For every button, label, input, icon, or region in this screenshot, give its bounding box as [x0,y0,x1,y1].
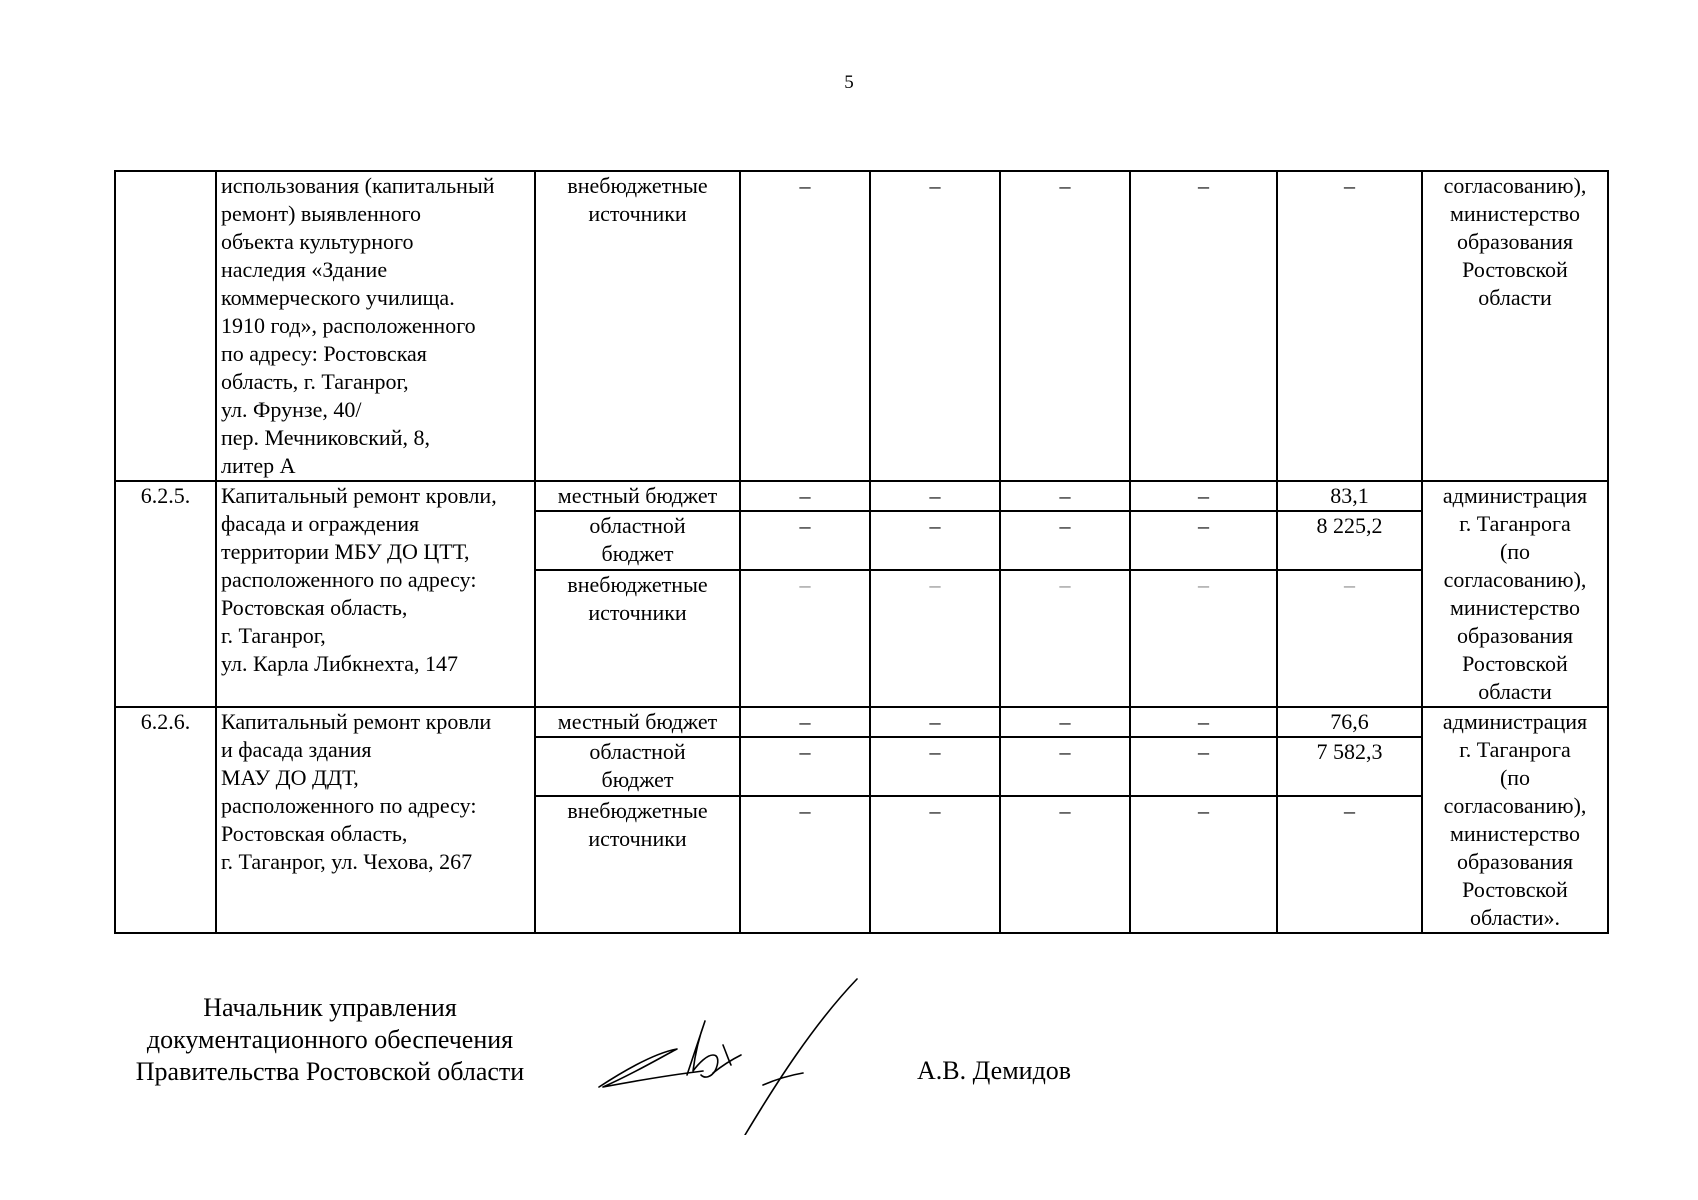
value-cell: – [1130,796,1277,933]
table-row [115,707,1608,737]
page-number: 5 [844,72,854,93]
measure-description: Капитальный ремонт кровли и фасада здания МАУ ДО ДДТ, расположенного по адресу: Ростовская область, г. Таганрог, ул. Чехова, 267 [216,707,535,933]
value-cell: – [1000,796,1130,933]
signatory-position: Начальник управления документационного обеспечения Правительства Ростовской области [135,993,525,1086]
row-number: 6.2.6. [115,707,216,933]
value-cell: – [740,570,870,707]
value-cell: – [870,796,1000,933]
funding-source: внебюджетные источники [535,171,740,481]
value-cell: – [1277,171,1422,481]
funding-source: областной бюджет [535,511,740,570]
value-cell: – [870,737,1000,796]
signatory-name: А.В. Демидов [917,1056,1072,1085]
value-cell: 8 225,2 [1277,511,1422,570]
value-cell: – [870,481,1000,511]
table-row [115,481,1608,511]
value-cell: – [1130,707,1277,737]
value-cell: 76,6 [1277,707,1422,737]
value-cell: – [740,737,870,796]
value-cell: – [1130,570,1277,707]
executor: согласованию), министерство образования Ростовской области [1422,171,1608,481]
handwritten-signature [595,975,885,1135]
value-cell: – [1130,737,1277,796]
value-cell: 7 582,3 [1277,737,1422,796]
value-cell: – [870,707,1000,737]
table-row-continuation [115,171,1608,481]
value-cell: – [1000,570,1130,707]
value-cell: – [740,511,870,570]
row-number [115,171,216,481]
value-cell: – [1277,796,1422,933]
value-cell: – [870,511,1000,570]
value-cell: – [1000,707,1130,737]
funding-source: областной бюджет [535,737,740,796]
funding-source: внебюджетные источники [535,796,740,933]
value-cell: – [740,481,870,511]
value-cell: – [1000,171,1130,481]
value-cell: – [1130,171,1277,481]
funding-source: местный бюджет [535,481,740,511]
value-cell: 83,1 [1277,481,1422,511]
value-cell: – [1000,737,1130,796]
value-cell: – [740,796,870,933]
row-number: 6.2.5. [115,481,216,707]
value-cell: – [870,570,1000,707]
executor: администрация г. Таганрога (по согласованию), министерство образования Ростовской области [1422,481,1608,707]
funding-source: внебюджетные источники [535,570,740,707]
measures-table [114,170,1609,934]
value-cell: – [1000,481,1130,511]
value-cell: – [1130,481,1277,511]
value-cell: – [740,171,870,481]
value-cell: – [1000,511,1130,570]
executor: администрация г. Таганрога (по согласованию), министерство образования Ростовской области». [1422,707,1608,933]
value-cell: – [1277,570,1422,707]
value-cell: – [1130,511,1277,570]
value-cell: – [740,707,870,737]
measure-description: Капитальный ремонт кровли, фасада и ограждения территории МБУ ДО ЦТТ, расположенного по адресу: Ростовская область, г. Таганрог, ул. Карла Либкнехта, 147 [216,481,535,707]
measure-description: использования (капитальный ремонт) выявленного объекта культурного наследия «Здание коммерческого училища. 1910 год», расположенного по адресу: Ростовская область, г. Таганрог, ул. Фрунзе, 40/ пер. Мечниковский, 8, литер А [216,171,535,481]
funding-source: местный бюджет [535,707,740,737]
value-cell: – [870,171,1000,481]
